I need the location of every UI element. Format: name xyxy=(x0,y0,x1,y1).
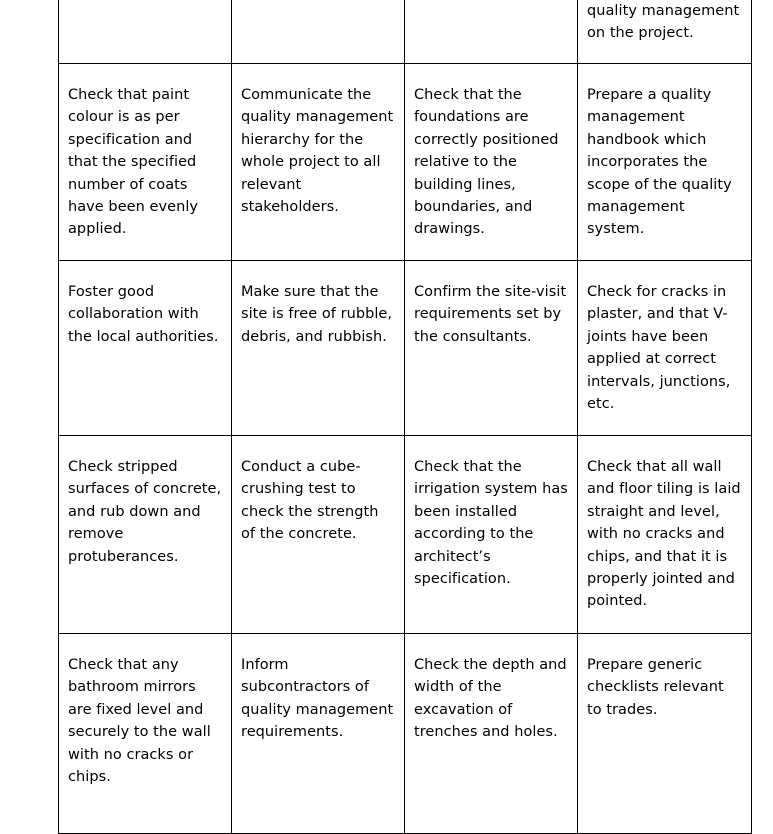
table-cell xyxy=(59,261,232,436)
cell-text: Check for cracks in plaster, and that V-joints have been applied at correct intervals, junctions, etc. xyxy=(587,284,731,413)
table-cell xyxy=(405,0,578,64)
cell-text: Check that all wall and floor tiling is laid straight and level, with no cracks and chips, and that it is properly jointed and pointed. xyxy=(587,459,741,610)
table-cell xyxy=(59,436,232,634)
table-cell xyxy=(232,64,405,261)
table-cell xyxy=(578,0,752,64)
table-cell xyxy=(578,436,752,634)
cell-text: quality management on the project. xyxy=(587,3,740,42)
table-cell xyxy=(405,261,578,436)
table-cell xyxy=(405,634,578,834)
table-cell xyxy=(578,634,752,834)
table-cell xyxy=(59,64,232,261)
cell-text: Check the depth and width of the excavation of trenches and holes. xyxy=(414,657,567,741)
table-cell xyxy=(405,64,578,261)
table-row xyxy=(59,261,752,436)
table-cell xyxy=(232,0,405,64)
cell-text: Check that any bathroom mirrors are fixed level and securely to the wall with no cracks or chips. xyxy=(68,657,211,786)
table-row xyxy=(59,0,752,64)
cell-text: Check that the irrigation system has been installed according to the architect’s specification. xyxy=(414,459,568,588)
cell-text: Make sure that the site is free of rubble, debris, and rubbish. xyxy=(241,284,393,345)
table-cell xyxy=(578,261,752,436)
table-cell xyxy=(405,436,578,634)
cell-text: Inform subcontractors of quality management requirements. xyxy=(241,657,394,741)
cell-text: Check that the foundations are correctly positioned relative to the building lines, boundaries, and drawings. xyxy=(414,87,559,238)
table-cell xyxy=(232,436,405,634)
cell-text: Check that paint colour is as per specification and that the specified number of coats have been evenly applied. xyxy=(68,87,199,238)
table-row xyxy=(59,64,752,261)
table-cell xyxy=(232,634,405,834)
cell-text: Communicate the quality management hierarchy for the whole project to all relevant stakeholders. xyxy=(241,87,394,216)
table-cell xyxy=(59,634,232,834)
cell-text: Prepare generic checklists relevant to trades. xyxy=(587,657,724,718)
cell-text: Confirm the site-visit requirements set by the consultants. xyxy=(414,284,567,345)
checklist-table xyxy=(58,0,752,834)
table-cell xyxy=(59,0,232,64)
table-row xyxy=(59,634,752,834)
table-cell xyxy=(232,261,405,436)
cell-text: Prepare a quality management handbook which incorporates the scope of the quality management system. xyxy=(587,87,732,238)
cell-text: Conduct a cube-crushing test to check the strength of the concrete. xyxy=(241,459,379,543)
cell-text: Foster good collaboration with the local authorities. xyxy=(68,284,219,345)
table-cell xyxy=(578,64,752,261)
cell-text: Check stripped surfaces of concrete, and rub down and remove protuberances. xyxy=(68,459,222,565)
table-row xyxy=(59,436,752,634)
